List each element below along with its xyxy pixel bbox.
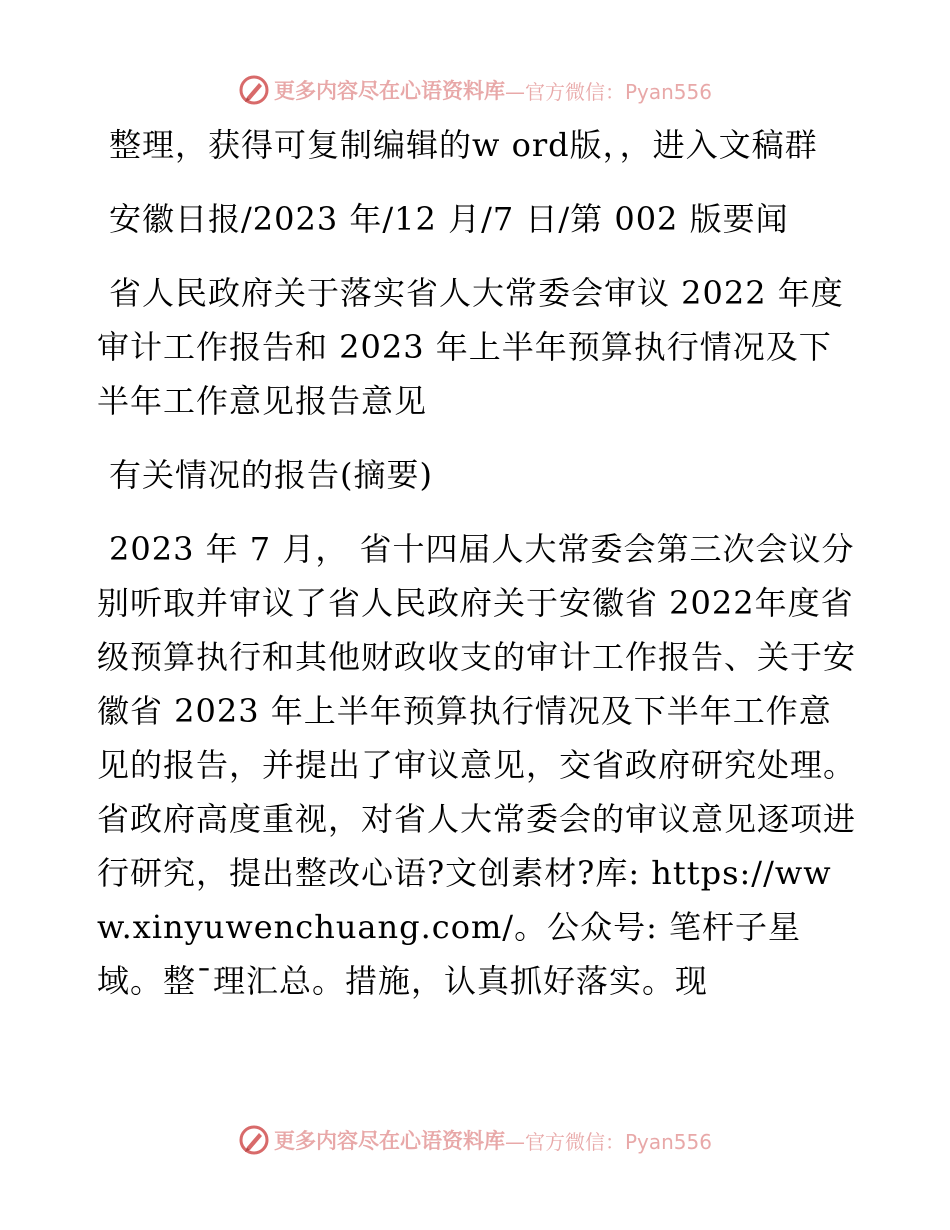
banner-wechat-text: —官方微信：Pyan556 [504, 79, 712, 104]
header-banner [0, 70, 950, 110]
paragraph-subtitle: 有关情况的报告(摘要) [109, 456, 433, 494]
banner-wechat-text: —官方微信：Pyan556 [504, 1129, 712, 1154]
banner-main-text: 更多内容尽在心语资料库 [273, 78, 505, 103]
document-body [97, 118, 857, 1028]
paragraph-main: 2023 年 7 月， 省十四届人大常委会第三次会议分别听取并审议了省人民政府关于安徽省 2022年度省级预算执行和其他财政收支的审计工作报告、关于安徽省 2023 年上半年预算执行情况及下半年工作意见的报告，并提出了审议意见，交省政府研究处理。省政府高度重视，对省人大常委会的审议意见逐项进行研究，提出整改心语?文创素材?库: https://www.xinyuwenchuang.com/。公众号: 笔杆子星域。整¯理汇总。措施，认真抓好落实。现 [97, 530, 857, 1000]
banner-main-text: 更多内容尽在心语资料库 [273, 1128, 505, 1153]
pen-logo-icon [238, 74, 270, 106]
paragraph-title: 省人民政府关于落实省人大常委会审议 2022 年度审计工作报告和 2023 年上半年预算执行情况及下半年工作意见报告意见 [97, 274, 844, 420]
pen-logo-icon [238, 1124, 270, 1156]
paragraph-intro: 整理，获得可复制编辑的w ord版，，进入文稿群 [109, 126, 818, 164]
footer-banner [0, 1120, 950, 1160]
paragraph-source: 安徽日报/2023 年/12 月/7 日/第 002 版要闻 [109, 200, 789, 238]
